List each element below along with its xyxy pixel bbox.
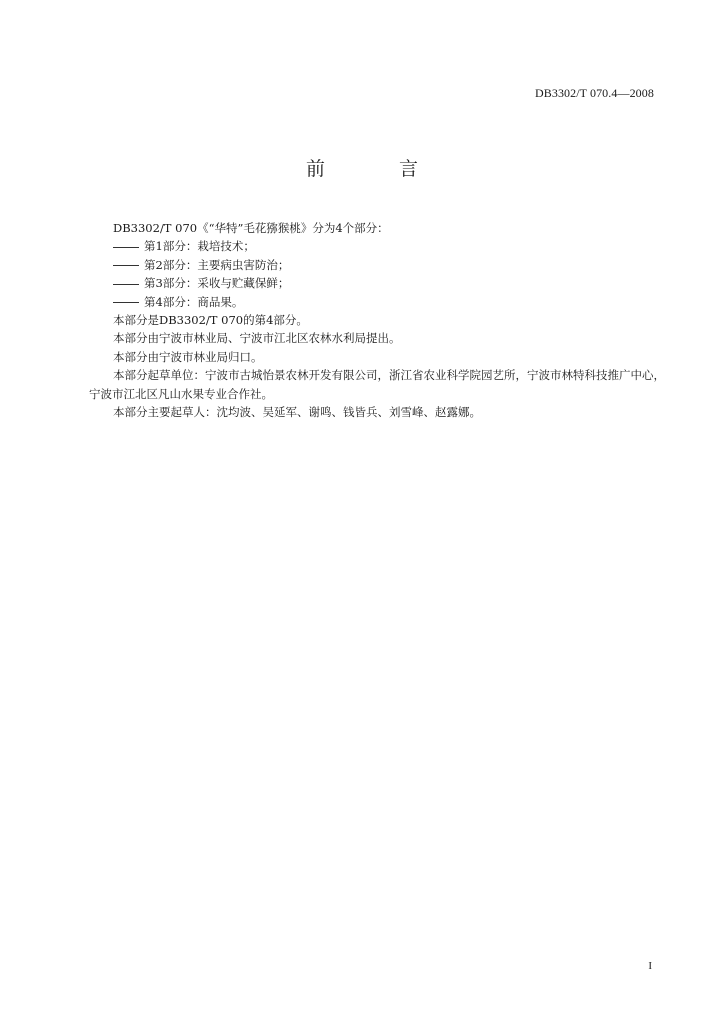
intro-paragraph: DB3302/T 070《“华特”毛花猕猴桃》分为4个部分： <box>113 221 389 235</box>
part-label: 第4部分：商品果。 <box>144 294 244 309</box>
page-number: I <box>648 960 652 972</box>
dash-icon <box>113 293 141 311</box>
part-list-item <box>89 256 665 274</box>
document-code: DB3302/T 070.4—2008 <box>534 86 654 100</box>
part-label: 第1部分：栽培技术； <box>144 239 255 254</box>
page-title: 前 言 <box>305 158 453 180</box>
paragraph-proposer: 本部分由宁波市林业局、宁波市江北区农林水利局提出。 <box>113 331 401 346</box>
dash-icon <box>113 256 141 274</box>
part-list-item <box>89 237 665 255</box>
paragraph-administrator: 本部分由宁波市林业局归口。 <box>113 349 263 364</box>
dash-icon <box>113 237 141 255</box>
part-list-item <box>89 293 665 311</box>
part-list-item <box>89 274 665 292</box>
foreword-body <box>89 219 665 421</box>
part-label: 第3部分：采收与贮藏保鲜； <box>144 276 290 291</box>
paragraph-drafters: 本部分主要起草人：沈均波、吴延军、谢鸣、钱皆兵、刘雪峰、赵露娜。 <box>113 405 481 420</box>
dash-icon <box>113 274 141 292</box>
part-label: 第2部分：主要病虫害防治； <box>144 257 290 272</box>
paragraph-drafting-units: 本部分起草单位：宁波市古城怡景农林开发有限公司，浙江省农业科学院园艺所，宁波市林特科技推广中心，宁波市江北区凡山水果专业合作社。 <box>89 368 665 401</box>
paragraph-part-position: 本部分是DB3302/T 070的第4部分。 <box>113 313 308 328</box>
